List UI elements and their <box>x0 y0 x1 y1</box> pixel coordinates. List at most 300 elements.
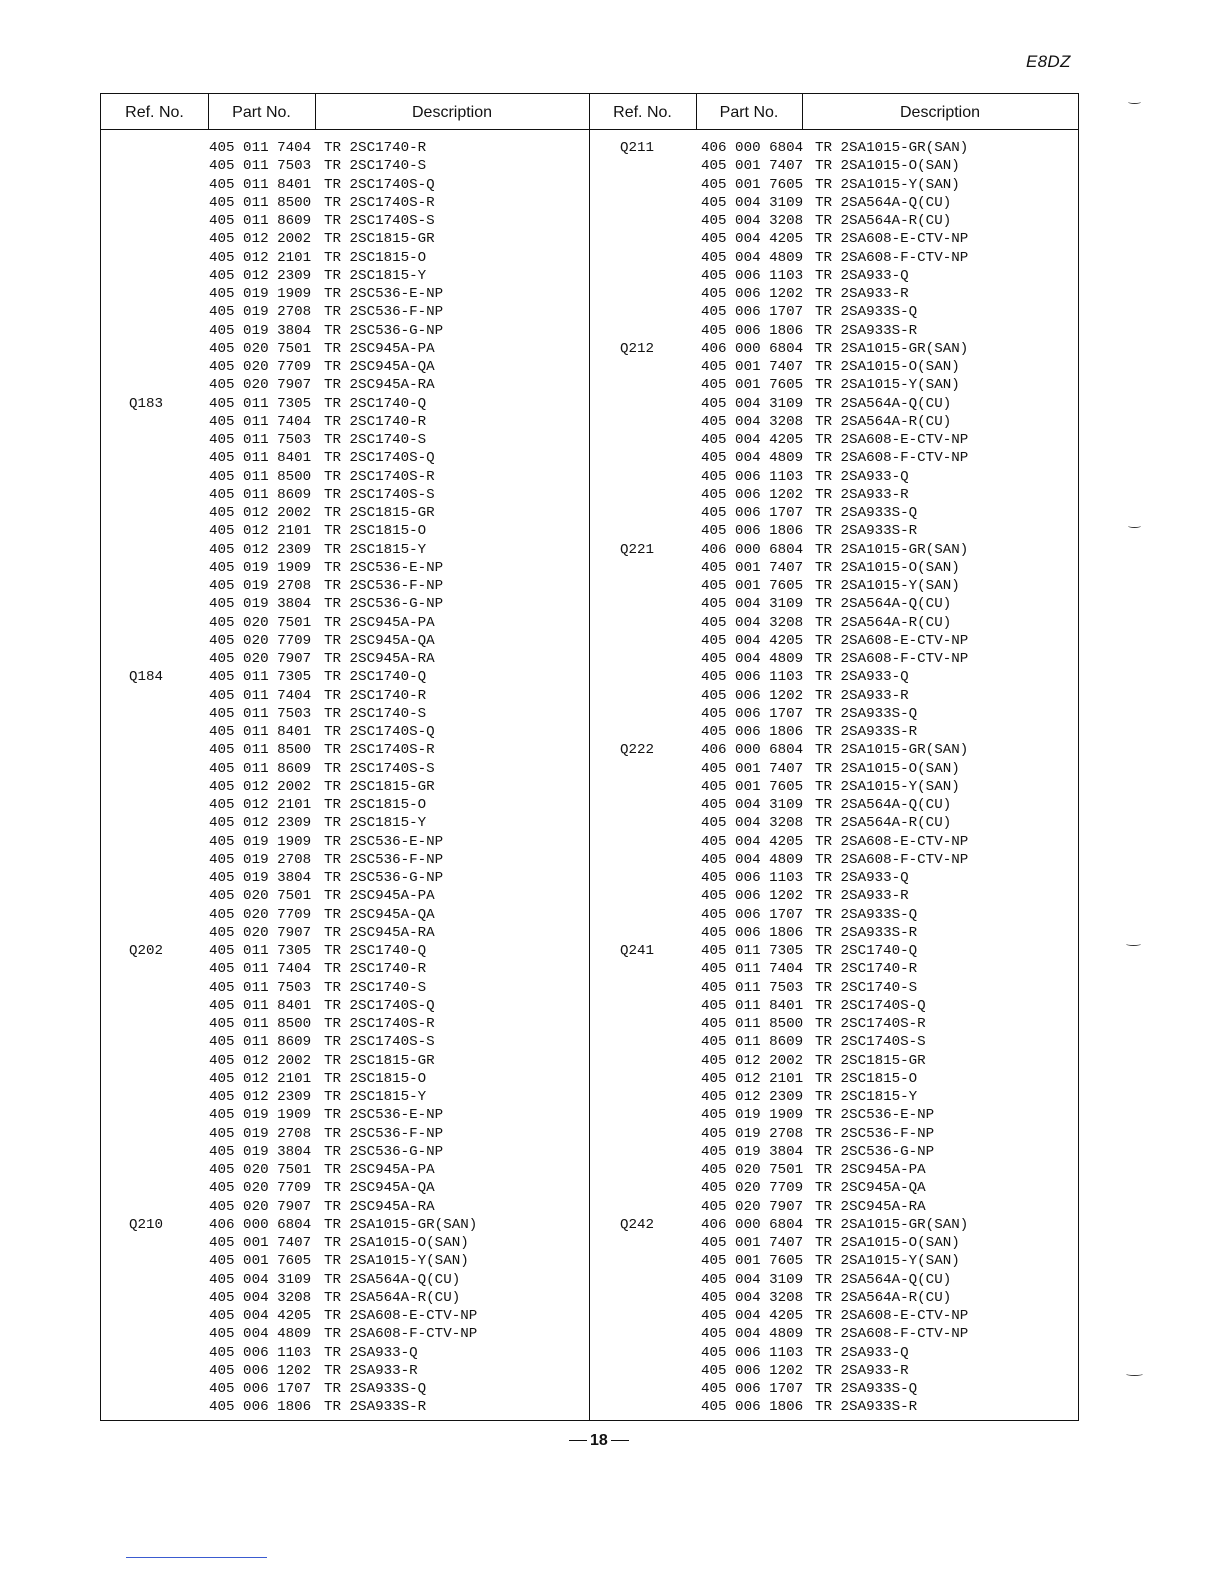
binding-mark <box>1126 1372 1143 1376</box>
ref-no-cell <box>620 1362 654 1380</box>
ref-no-cell <box>620 194 654 212</box>
ref-no-cell: Q184 <box>129 669 164 686</box>
header-ref-no: Ref. No. <box>613 104 672 121</box>
ref-no-cell <box>129 413 163 431</box>
ref-no-cell <box>620 668 654 686</box>
part-no-cell: 405 019 3804 <box>209 1143 312 1160</box>
description-cell: TR 2SA608-F-CTV-NP <box>815 1326 969 1343</box>
ref-no-cell <box>620 1344 654 1362</box>
part-no-cell: 405 020 7501 <box>701 1162 804 1178</box>
description-cell: TR 2SC1740S-Q <box>324 176 435 193</box>
description-cell: TR 2SC1815-Y <box>815 1089 918 1105</box>
ref-no-cell <box>129 1106 163 1124</box>
ref-no-cell <box>129 468 163 486</box>
description-cell: TR 2SC1740-Q <box>815 943 918 959</box>
ref-no-cell <box>620 376 654 394</box>
ref-no-cell <box>129 650 163 668</box>
ref-no-cell <box>620 1398 654 1416</box>
header-ref-no: Ref. No. <box>125 104 184 121</box>
part-no-cell: 405 012 2002 <box>209 505 312 521</box>
description-cell: TR 2SC1740-S <box>815 979 918 996</box>
part-no-cell: 405 006 1806 <box>701 724 804 740</box>
part-no-cell: 405 004 3109 <box>701 194 804 211</box>
ref-no-cell <box>129 1088 163 1106</box>
description-cell: TR 2SA933S-Q <box>815 505 918 521</box>
ref-no-cell <box>620 1125 654 1143</box>
ref-no-cell <box>129 1179 163 1197</box>
description-cell: TR 2SC1740S-Q <box>815 997 926 1014</box>
part-no-cell: 405 006 1103 <box>209 1344 312 1361</box>
description-cell: TR 2SC1815-O <box>324 249 427 266</box>
ref-no-cell <box>620 230 654 248</box>
ref-no-cell <box>129 1143 163 1161</box>
part-no-cell: 405 004 4809 <box>701 1326 804 1343</box>
part-no-cell: 405 011 7404 <box>209 140 312 156</box>
part-no-cell: 405 006 1202 <box>209 1362 312 1379</box>
ref-no-cell <box>129 614 163 632</box>
part-no-cell: 405 019 3804 <box>209 870 312 886</box>
part-no-cell: 405 019 2708 <box>209 851 312 868</box>
binding-mark <box>1126 942 1141 946</box>
description-cell: TR 2SA933-R <box>815 486 909 503</box>
part-no-cell: 405 011 7305 <box>209 943 312 959</box>
part-no-cell: 405 004 4205 <box>701 833 804 850</box>
ref-no-cell <box>620 614 654 632</box>
ref-no-cell <box>620 1052 654 1070</box>
ref-no-cell <box>620 705 654 723</box>
description-cell: TR 2SC945A-PA <box>324 1162 435 1178</box>
part-no-cell: 405 011 7404 <box>209 961 312 978</box>
ref-no-cell <box>620 1143 654 1161</box>
description-cell: TR 2SC536-F-NP <box>324 304 444 321</box>
ref-no-cell <box>620 1179 654 1197</box>
description-cell: TR 2SA564A-Q(CU) <box>815 194 952 211</box>
description-cell: TR 2SA1015-GR(SAN) <box>815 742 969 759</box>
description-cell: TR 2SA933S-R <box>815 1399 918 1416</box>
part-no-cell: 405 012 2101 <box>209 523 312 540</box>
part-no-cell: 405 011 7503 <box>209 979 312 996</box>
ref-no-cell <box>129 249 163 267</box>
part-no-cell: 405 011 8609 <box>209 486 312 503</box>
part-no-cell: 405 006 1202 <box>701 486 804 503</box>
part-no-cell: 405 011 8401 <box>209 450 312 467</box>
description-cell: TR 2SC945A-QA <box>815 1180 926 1197</box>
part-no-cell: 405 006 1103 <box>701 267 804 284</box>
description-cell: TR 2SC1815-GR <box>324 231 435 248</box>
ref-no-cell <box>620 486 654 504</box>
ref-no-cell <box>129 705 163 723</box>
part-no-cell: 405 011 8401 <box>209 997 312 1014</box>
description-cell: TR 2SC1740-S <box>324 979 427 996</box>
part-no-cell: 405 012 2309 <box>209 541 312 558</box>
ref-no-cell <box>129 1161 163 1179</box>
ref-no-cell <box>620 1271 654 1289</box>
right-part-column <box>701 139 803 1417</box>
part-no-cell: 405 006 1806 <box>701 924 804 941</box>
part-no-cell: 405 004 4205 <box>701 231 804 248</box>
part-no-cell: 405 020 7907 <box>209 377 312 394</box>
description-cell: TR 2SA1015-GR(SAN) <box>324 1216 478 1233</box>
ref-no-cell <box>620 778 654 796</box>
part-no-cell: 405 006 1806 <box>701 1399 804 1416</box>
description-cell: TR 2SC1815-Y <box>324 1089 427 1105</box>
ref-no-cell <box>620 851 654 869</box>
description-cell: TR 2SA1015-Y(SAN) <box>815 1253 960 1270</box>
header-part-no: Part No. <box>719 104 779 121</box>
left-ref-column <box>129 139 163 1417</box>
part-no-cell: 405 012 2101 <box>209 1070 312 1087</box>
part-no-cell: 405 012 2101 <box>209 797 312 813</box>
description-cell: TR 2SC1740-R <box>324 687 427 704</box>
ref-no-cell <box>129 687 163 705</box>
part-no-cell: 405 012 2002 <box>209 231 312 248</box>
description-cell: TR 2SC1815-O <box>324 523 427 540</box>
ref-no-cell <box>620 1161 654 1179</box>
ref-no-cell <box>620 358 654 376</box>
part-no-cell: 405 020 7907 <box>209 651 312 667</box>
description-cell: TR 2SA564A-R(CU) <box>815 413 952 430</box>
description-cell: TR 2SA933S-R <box>324 1399 427 1416</box>
ref-no-cell <box>129 1252 163 1270</box>
part-no-cell: 405 011 8609 <box>209 760 312 777</box>
ref-no-cell <box>620 322 654 340</box>
ref-no-cell <box>129 1398 163 1416</box>
description-cell: TR 2SC1740S-R <box>324 1016 435 1032</box>
part-no-cell: 405 019 2708 <box>209 578 312 594</box>
part-no-cell: 405 019 3804 <box>209 322 312 339</box>
part-no-cell: 405 004 3109 <box>701 797 804 813</box>
part-no-cell: 405 011 7305 <box>209 395 312 412</box>
ref-no-cell <box>129 577 163 595</box>
description-cell: TR 2SA1015-O(SAN) <box>815 158 960 175</box>
ref-no-cell <box>129 814 163 832</box>
description-cell: TR 2SC1815-Y <box>324 815 427 832</box>
part-no-cell: 405 004 3109 <box>701 596 804 613</box>
center-divider <box>589 94 590 1420</box>
description-cell: TR 2SC1740S-Q <box>324 724 435 740</box>
description-cell: TR 2SC945A-PA <box>324 888 435 905</box>
description-cell: TR 2SC536-E-NP <box>815 1107 935 1124</box>
description-cell: TR 2SA564A-R(CU) <box>815 1289 952 1306</box>
description-cell: TR 2SA933S-Q <box>324 1381 427 1397</box>
description-cell: TR 2SA608-F-CTV-NP <box>815 450 969 467</box>
part-no-cell: 405 001 7605 <box>701 176 804 193</box>
part-no-cell: 405 001 7605 <box>701 377 804 394</box>
ref-no-cell <box>129 632 163 650</box>
part-no-cell: 405 006 1707 <box>701 1381 804 1397</box>
description-cell: TR 2SC1740S-S <box>324 213 435 229</box>
ref-no-cell <box>620 176 654 194</box>
part-no-cell: 405 012 2309 <box>209 267 312 284</box>
description-cell: TR 2SA608-F-CTV-NP <box>324 1326 478 1343</box>
description-cell: TR 2SA1015-O(SAN) <box>324 1235 469 1251</box>
ref-no-cell <box>129 960 163 978</box>
description-cell: TR 2SA608-F-CTV-NP <box>815 651 969 667</box>
part-no-cell: 405 019 1909 <box>701 1107 804 1124</box>
description-cell: TR 2SC945A-RA <box>324 924 435 941</box>
description-cell: TR 2SA933-R <box>815 286 909 302</box>
part-no-cell: 405 020 7501 <box>209 340 312 357</box>
ref-no-cell <box>620 1307 654 1325</box>
binding-mark <box>1128 524 1141 528</box>
part-no-cell: 405 006 1806 <box>701 322 804 339</box>
part-no-cell: 406 000 6804 <box>209 1216 312 1233</box>
part-no-cell: 405 019 1909 <box>209 1107 312 1124</box>
part-no-cell: 405 004 3109 <box>701 395 804 412</box>
description-cell: TR 2SA933S-Q <box>815 906 918 923</box>
description-cell: TR 2SA933-Q <box>815 669 909 686</box>
description-cell: TR 2SC1740S-R <box>324 742 435 759</box>
ref-no-cell <box>129 1234 163 1252</box>
part-no-cell: 405 011 7305 <box>701 943 804 959</box>
ref-no-cell <box>129 869 163 887</box>
description-cell: TR 2SC1740S-R <box>815 1016 926 1032</box>
part-no-cell: 405 020 7709 <box>209 906 312 923</box>
part-no-cell: 405 006 1806 <box>209 1399 312 1416</box>
ref-no-cell <box>620 303 654 321</box>
description-cell: TR 2SA933-Q <box>815 468 909 485</box>
part-no-cell: 406 000 6804 <box>701 541 804 558</box>
ref-no-cell <box>620 906 654 924</box>
part-no-cell: 405 019 1909 <box>209 286 312 302</box>
description-cell: TR 2SC1740-R <box>324 413 427 430</box>
description-cell: TR 2SA564A-R(CU) <box>815 213 952 229</box>
description-cell: TR 2SC536-E-NP <box>324 1107 444 1124</box>
part-no-cell: 405 011 7503 <box>209 158 312 175</box>
ref-no-cell <box>129 194 163 212</box>
part-no-cell: 405 006 1707 <box>701 906 804 923</box>
part-no-cell: 406 000 6804 <box>701 1216 804 1233</box>
description-cell: TR 2SA608-E-CTV-NP <box>815 632 969 649</box>
description-cell: TR 2SC1740-R <box>815 961 918 978</box>
ref-no-cell <box>620 979 654 997</box>
description-cell: TR 2SC536-E-NP <box>324 559 444 576</box>
description-cell: TR 2SA564A-R(CU) <box>324 1289 461 1306</box>
ref-no-cell <box>129 1052 163 1070</box>
description-cell: TR 2SC536-E-NP <box>324 833 444 850</box>
ref-no-cell <box>129 1198 163 1216</box>
ref-no-cell <box>620 1070 654 1088</box>
ref-no-cell <box>620 1380 654 1398</box>
part-no-cell: 405 011 7503 <box>209 705 312 722</box>
ref-no-cell <box>129 157 163 175</box>
ref-no-cell <box>129 212 163 230</box>
ref-no-cell <box>129 139 163 157</box>
ref-no-cell <box>129 1325 163 1343</box>
part-no-cell: 405 006 1707 <box>701 304 804 321</box>
ref-no-cell: Q242 <box>620 1216 655 1233</box>
description-cell: TR 2SA608-F-CTV-NP <box>815 249 969 266</box>
description-cell: TR 2SA933-Q <box>815 870 909 886</box>
page-dash <box>611 1440 629 1441</box>
part-no-cell: 405 011 7503 <box>209 432 312 448</box>
description-cell: TR 2SA933-R <box>815 1362 909 1379</box>
description-cell: TR 2SC1740-Q <box>324 669 427 686</box>
part-no-cell: 405 001 7605 <box>701 778 804 795</box>
ref-no-cell <box>620 449 654 467</box>
part-no-cell: 405 001 7407 <box>701 559 804 576</box>
part-no-cell: 405 004 3208 <box>701 1289 804 1306</box>
part-no-cell: 405 011 8500 <box>209 742 312 759</box>
part-no-cell: 405 011 7503 <box>701 979 804 996</box>
part-no-cell: 405 020 7907 <box>209 924 312 941</box>
description-cell: TR 2SA564A-R(CU) <box>815 614 952 631</box>
ref-no-cell <box>129 285 163 303</box>
ref-no-cell <box>129 833 163 851</box>
ref-no-cell <box>620 413 654 431</box>
description-cell: TR 2SC1740S-R <box>324 194 435 211</box>
ref-no-cell <box>129 1271 163 1289</box>
part-no-cell: 405 006 1202 <box>701 1362 804 1379</box>
scan-artifact <box>126 1557 267 1558</box>
part-no-cell: 405 001 7407 <box>701 158 804 175</box>
page-number <box>566 1432 632 1450</box>
description-cell: TR 2SA564A-Q(CU) <box>815 1271 952 1288</box>
description-cell: TR 2SA933S-R <box>815 724 918 740</box>
description-cell: TR 2SC1740-S <box>324 705 427 722</box>
ref-no-cell <box>620 960 654 978</box>
ref-no-cell <box>129 1380 163 1398</box>
ref-no-cell <box>620 1015 654 1033</box>
description-cell: TR 2SC945A-RA <box>815 1198 926 1215</box>
description-cell: TR 2SA933S-R <box>815 924 918 941</box>
ref-no-cell <box>620 595 654 613</box>
description-cell: TR 2SC1740S-S <box>324 760 435 777</box>
description-cell: TR 2SC945A-RA <box>324 377 435 394</box>
description-cell: TR 2SC1815-O <box>324 797 427 813</box>
description-cell: TR 2SC945A-RA <box>324 1198 435 1215</box>
description-cell: TR 2SC945A-QA <box>324 906 435 923</box>
description-cell: TR 2SC1815-Y <box>324 541 427 558</box>
ref-no-cell <box>129 358 163 376</box>
description-cell: TR 2SC1740-S <box>324 432 427 448</box>
part-no-cell: 405 004 4809 <box>701 651 804 667</box>
description-cell: TR 2SA1015-GR(SAN) <box>815 541 969 558</box>
part-no-cell: 405 004 4205 <box>209 1308 312 1324</box>
description-cell: TR 2SC1740-Q <box>324 943 427 959</box>
part-no-cell: 405 012 2101 <box>209 249 312 266</box>
part-no-cell: 405 004 4205 <box>701 632 804 649</box>
part-no-cell: 405 004 4809 <box>701 851 804 868</box>
part-no-cell: 405 006 1103 <box>701 468 804 485</box>
ref-no-cell <box>620 924 654 942</box>
description-cell: TR 2SC1740S-R <box>324 468 435 485</box>
description-cell: TR 2SC1815-GR <box>324 1052 435 1069</box>
ref-no-cell <box>620 650 654 668</box>
part-no-cell: 405 004 3109 <box>209 1271 312 1288</box>
part-no-cell: 405 019 2708 <box>209 1125 312 1142</box>
ref-no-cell <box>620 577 654 595</box>
description-cell: TR 2SA933-R <box>324 1362 418 1379</box>
ref-no-cell <box>129 303 163 321</box>
description-cell: TR 2SC945A-QA <box>324 359 435 375</box>
ref-no-cell <box>620 1289 654 1307</box>
description-cell: TR 2SA933-Q <box>324 1344 418 1361</box>
ref-no-cell <box>620 468 654 486</box>
ref-no-cell <box>129 1362 163 1380</box>
ref-no-cell <box>129 230 163 248</box>
part-no-cell: 405 019 2708 <box>209 304 312 321</box>
part-no-cell: 405 020 7501 <box>209 614 312 631</box>
ref-no-cell <box>129 486 163 504</box>
description-cell: TR 2SA1015-O(SAN) <box>815 559 960 576</box>
ref-no-cell: Q202 <box>129 943 164 959</box>
part-no-cell: 405 006 1707 <box>701 705 804 722</box>
part-no-cell: 405 006 1202 <box>701 286 804 302</box>
description-cell: TR 2SC536-F-NP <box>324 1125 444 1142</box>
part-no-cell: 405 020 7907 <box>701 1198 804 1215</box>
description-cell: TR 2SA1015-Y(SAN) <box>324 1253 469 1270</box>
ref-no-cell <box>129 559 163 577</box>
part-no-cell: 405 001 7605 <box>209 1253 312 1270</box>
description-cell: TR 2SC536-G-NP <box>324 1143 444 1160</box>
part-no-cell: 405 004 3208 <box>701 213 804 229</box>
description-cell: TR 2SC536-F-NP <box>324 578 444 594</box>
ref-no-cell <box>129 431 163 449</box>
description-cell: TR 2SA1015-O(SAN) <box>815 1235 960 1251</box>
part-no-cell: 405 011 7404 <box>701 961 804 978</box>
ref-no-cell <box>620 1234 654 1252</box>
ref-no-cell <box>129 340 163 358</box>
description-cell: TR 2SA1015-GR(SAN) <box>815 340 969 357</box>
ref-no-cell <box>620 833 654 851</box>
part-no-cell: 405 011 8500 <box>701 1016 804 1032</box>
description-cell: TR 2SC1815-O <box>815 1070 918 1087</box>
part-no-cell: 405 006 1707 <box>701 505 804 521</box>
ref-no-cell <box>620 285 654 303</box>
ref-no-cell <box>620 632 654 650</box>
ref-no-cell <box>129 760 163 778</box>
description-cell: TR 2SA608-F-CTV-NP <box>815 851 969 868</box>
part-no-cell: 405 011 8609 <box>209 213 312 229</box>
part-no-cell: 405 020 7907 <box>209 1198 312 1215</box>
ref-no-cell <box>620 887 654 905</box>
description-cell: TR 2SC1815-O <box>324 1070 427 1087</box>
ref-no-cell <box>129 924 163 942</box>
part-no-cell: 405 012 2309 <box>209 1089 312 1105</box>
right-ref-column <box>620 139 654 1417</box>
part-no-cell: 405 006 1103 <box>701 870 804 886</box>
ref-no-cell <box>129 522 163 540</box>
part-no-cell: 405 004 3208 <box>701 413 804 430</box>
description-cell: TR 2SC1740S-S <box>324 1034 435 1051</box>
ref-no-cell <box>129 851 163 869</box>
ref-no-cell <box>129 741 163 759</box>
part-no-cell: 406 000 6804 <box>701 140 804 156</box>
description-cell: TR 2SC536-G-NP <box>324 596 444 613</box>
part-no-cell: 405 004 4205 <box>701 1308 804 1324</box>
ref-no-cell <box>129 778 163 796</box>
description-cell: TR 2SC1740-Q <box>324 395 427 412</box>
part-no-cell: 405 020 7501 <box>209 888 312 905</box>
ref-no-cell: Q212 <box>620 340 655 357</box>
ref-no-cell <box>129 449 163 467</box>
header-part-no: Part No. <box>232 104 291 121</box>
ref-no-cell <box>129 1015 163 1033</box>
part-no-cell: 405 006 1103 <box>701 669 804 686</box>
description-cell: TR 2SC536-G-NP <box>324 870 444 886</box>
description-cell: TR 2SC945A-PA <box>815 1162 926 1178</box>
part-no-cell: 405 011 7404 <box>209 413 312 430</box>
description-cell: TR 2SC536-G-NP <box>324 322 444 339</box>
ref-no-cell <box>129 887 163 905</box>
part-no-cell: 405 011 8609 <box>701 1034 804 1051</box>
header-description: Description <box>899 104 981 121</box>
part-no-cell: 405 011 8609 <box>209 1034 312 1051</box>
ref-no-cell: Q241 <box>620 943 655 959</box>
description-cell: TR 2SC536-F-NP <box>324 851 444 868</box>
ref-no-cell: Q183 <box>129 395 164 412</box>
